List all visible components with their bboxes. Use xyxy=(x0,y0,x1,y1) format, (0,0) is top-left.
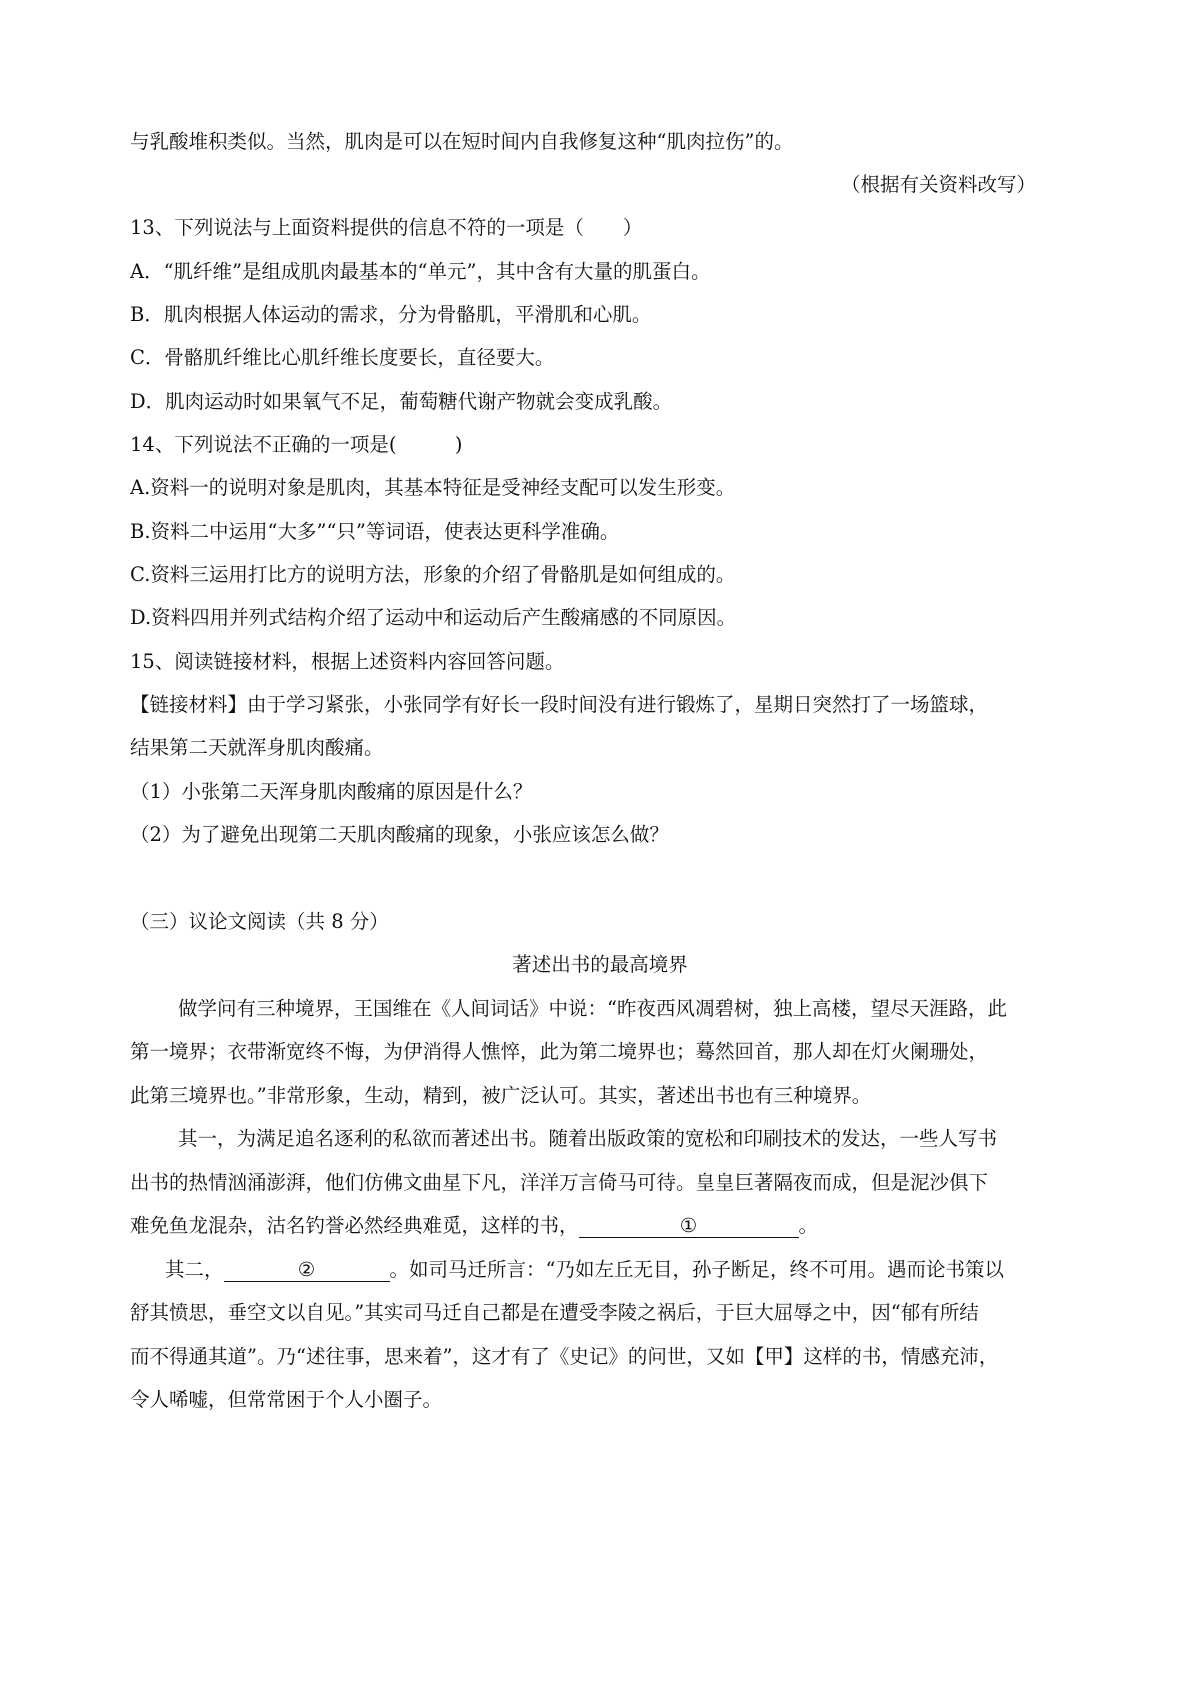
question-14-option-a: A.资料一的说明对象是肌肉，其基本特征是受神经支配可以发生形变。 xyxy=(130,476,736,499)
question-13-option-b: B．肌肉根据人体运动的需求，分为骨骼肌，平滑肌和心肌。 xyxy=(130,303,652,326)
question-13-option-c: C．骨骼肌纤维比心肌纤维长度要长，直径要大。 xyxy=(130,346,555,369)
essay-title: 著述出书的最高境界 xyxy=(512,953,688,976)
essay-paragraph-line: 做学问有三种境界，王国维在《人间词话》中说：“昨夜西风凋碧树，独上高楼，望尽天涯路，此 xyxy=(178,997,1007,1020)
paragraph-line: 与乳酸堆积类似。当然，肌肉是可以在短时间内自我修复这种“肌肉拉伤”的。 xyxy=(130,130,794,153)
essay-paragraph-line: 出书的热情汹涌澎湃，他们仿佛文曲星下凡，洋洋万言倚马可待。皇皇巨著隔夜而成，但是泥沙俱下 xyxy=(130,1171,989,1194)
source-note: （根据有关资料改写） xyxy=(840,173,1036,196)
question-13: 13、下列说法与上面资料提供的信息不符的一项是（ ） xyxy=(130,216,643,239)
question-15-part-1: （1）小张第二天浑身肌肉酸痛的原因是什么？ xyxy=(130,780,533,803)
essay-paragraph-line: 而不得通其道”。乃“述往事，思来着”，这才有了《史记》的问世，又如【甲】这样的书，情感充沛， xyxy=(130,1345,999,1368)
question-15: 15、阅读链接材料，根据上述资料内容回答问题。 xyxy=(130,650,565,673)
essay-paragraph-line: 此第三境界也。”非常形象，生动，精到，被广泛认可。其实，著述出书也有三种境界。 xyxy=(130,1084,872,1107)
question-14-option-c: C.资料三运用打比方的说明方法，形象的介绍了骨骼肌是如何组成的。 xyxy=(130,563,736,586)
fill-blank-1[interactable] xyxy=(579,1215,799,1238)
essay-paragraph-line: 第一境界；衣带渐宽终不悔，为伊消得人憔悴，此为第二境界也；蓦然回首，那人却在灯火阑珊处， xyxy=(130,1040,989,1063)
blank-marker: ① xyxy=(679,1214,698,1237)
question-13-option-d: D．肌肉运动时如果氧气不足，葡萄糖代谢产物就会变成乳酸。 xyxy=(130,390,673,413)
link-material-line: 【链接材料】由于学习紧张，小张同学有好长一段时间没有进行锻炼了，星期日突然打了一场篮球， xyxy=(130,693,989,716)
essay-paragraph-line xyxy=(130,1213,818,1239)
essay-paragraph-line xyxy=(165,1257,1004,1283)
question-13-option-a: A．“肌纤维”是组成肌肉最基本的“单元”，其中含有大量的肌蛋白。 xyxy=(130,260,711,283)
essay-text: 。 xyxy=(798,1214,819,1237)
blank-marker: ② xyxy=(297,1258,316,1281)
question-14: 14、下列说法不正确的一项是( ) xyxy=(130,433,463,456)
link-material-line: 结果第二天就浑身肌肉酸痛。 xyxy=(130,736,384,759)
question-14-option-b: B.资料二中运用“大多”“只”等词语，使表达更科学准确。 xyxy=(130,520,620,543)
essay-text: 。如司马迁所言：“乃如左丘无目，孙子断足，终不可用。遇而论书策以 xyxy=(389,1258,1004,1281)
fill-blank-2[interactable] xyxy=(224,1259,390,1282)
section-heading: （三）议论文阅读（共 8 分） xyxy=(130,910,389,933)
essay-text: 其二， xyxy=(165,1258,224,1281)
essay-paragraph-line: 其一，为满足追名逐利的私欲而著述出书。随着出版政策的宽松和印刷技术的发达，一些人写书 xyxy=(178,1127,998,1150)
essay-text: 难免鱼龙混杂，沽名钓誉必然经典难觅，这样的书， xyxy=(130,1214,579,1237)
essay-paragraph-line: 舒其愤思，垂空文以自见。”其实司马迁自己都是在遭受李陵之祸后，于巨大屈辱之中，因“郁有所结 xyxy=(130,1301,979,1324)
essay-paragraph-line: 令人唏嘘，但常常困于个人小圈子。 xyxy=(130,1388,443,1411)
question-15-part-2: （2）为了避免出现第二天肌肉酸痛的现象，小张应该怎么做？ xyxy=(130,823,669,846)
question-14-option-d: D.资料四用并列式结构介绍了运动中和运动后产生酸痛感的不同原因。 xyxy=(130,606,737,629)
